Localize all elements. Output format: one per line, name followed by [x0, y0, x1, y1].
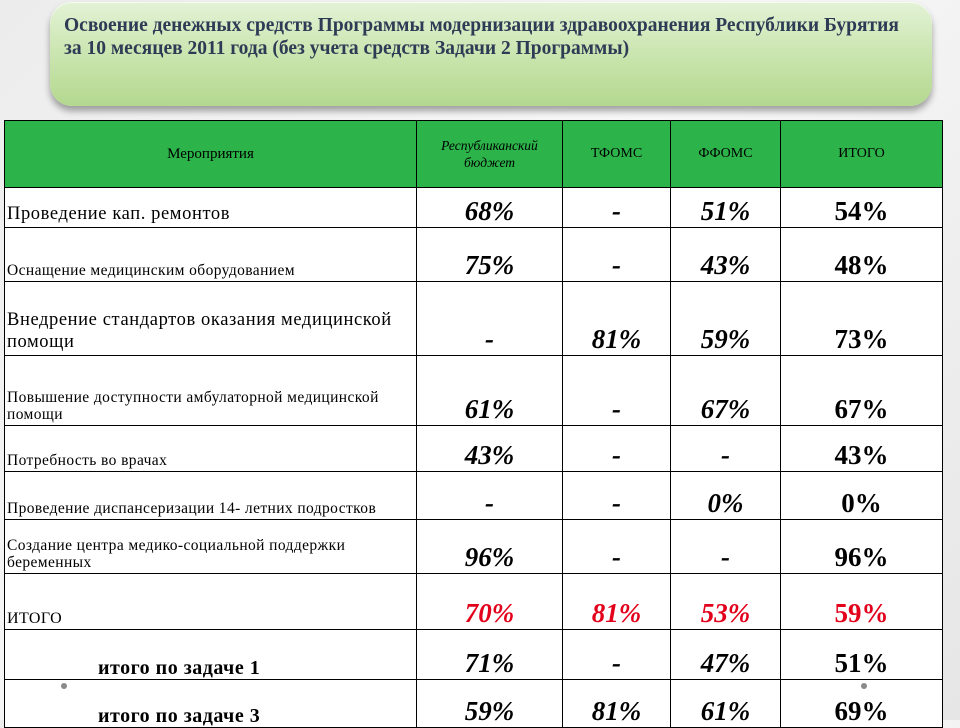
table-row — [5, 356, 943, 426]
cell-ffoms: 43% — [671, 228, 781, 282]
row-label: Потребность во врачах — [5, 426, 417, 472]
cell-ffoms: 51% — [671, 188, 781, 228]
subtotal-label: итого по задаче 3 — [5, 680, 417, 728]
subtotal-row — [5, 680, 943, 728]
cell-ffoms: 0% — [671, 472, 781, 520]
slide-title: Освоение денежных средств Программы модернизации здравоохранения Республики Бурятия за 10 месяцев 2011 года (без учета средств Задачи 2 Программы) — [50, 2, 932, 106]
total-total: 59% — [781, 574, 943, 630]
row-label: Оснащение медицинским оборудованием — [5, 228, 417, 282]
cell-total: 48% — [781, 228, 943, 282]
cell-total: 54% — [781, 188, 943, 228]
table-row — [5, 426, 943, 472]
cell-total: 0% — [781, 472, 943, 520]
total-ffoms: 53% — [671, 574, 781, 630]
cell-republic-budget: 61% — [417, 356, 563, 426]
cell-republic-budget: 43% — [417, 426, 563, 472]
table-row — [5, 472, 943, 520]
column-header-total: ИТОГО — [781, 121, 943, 188]
column-header-ffoms: ФФОМС — [671, 121, 781, 188]
subtotal-row — [5, 630, 943, 680]
cell-total: 96% — [781, 520, 943, 574]
row-label: Проведение диспансеризации 14- летних подростков — [5, 472, 417, 520]
total-republic-budget: 70% — [417, 574, 563, 630]
table-row — [5, 520, 943, 574]
cell-republic-budget: - — [417, 282, 563, 356]
row-label: Внедрение стандартов оказания медицинской помощи — [5, 282, 417, 356]
cell-total: 43% — [781, 426, 943, 472]
row-label: Создание центра медико-социальной поддержки беременных — [5, 520, 417, 574]
subtotal-tfoms: - — [563, 630, 671, 680]
row-label: Повышение доступности амбулаторной медицинской помощи — [5, 356, 417, 426]
cell-republic-budget: 68% — [417, 188, 563, 228]
subtotal-tfoms: 81% — [563, 680, 671, 728]
cell-total: 73% — [781, 282, 943, 356]
table-row — [5, 228, 943, 282]
cell-ffoms: 59% — [671, 282, 781, 356]
cell-tfoms: - — [563, 356, 671, 426]
column-header-tfoms: ТФОМС — [563, 121, 671, 188]
subtotal-ffoms: 61% — [671, 680, 781, 728]
row-label: Проведение кап. ремонтов — [5, 188, 417, 228]
total-tfoms: 81% — [563, 574, 671, 630]
cell-tfoms: 81% — [563, 282, 671, 356]
subtotal-republic-budget: 59% — [417, 680, 563, 728]
cell-ffoms: - — [671, 426, 781, 472]
funds-table — [4, 120, 943, 728]
cell-tfoms: - — [563, 228, 671, 282]
decorative-dot — [61, 683, 67, 689]
decorative-dot — [861, 683, 867, 689]
table-header-row — [5, 121, 943, 188]
cell-tfoms: - — [563, 188, 671, 228]
table-row — [5, 188, 943, 228]
cell-republic-budget: - — [417, 472, 563, 520]
cell-republic-budget: 75% — [417, 228, 563, 282]
column-header-activities: Мероприятия — [5, 121, 417, 188]
cell-ffoms: 67% — [671, 356, 781, 426]
total-label: ИТОГО — [5, 574, 417, 630]
column-header-republic-budget: Республиканский бюджет — [417, 121, 563, 188]
subtotal-ffoms: 47% — [671, 630, 781, 680]
cell-total: 67% — [781, 356, 943, 426]
cell-tfoms: - — [563, 426, 671, 472]
cell-tfoms: - — [563, 472, 671, 520]
subtotal-republic-budget: 71% — [417, 630, 563, 680]
subtotal-total: 69% — [781, 680, 943, 728]
table-row — [5, 282, 943, 356]
subtotal-label: итого по задаче 1 — [5, 630, 417, 680]
subtotal-total: 51% — [781, 630, 943, 680]
cell-republic-budget: 96% — [417, 520, 563, 574]
cell-tfoms: - — [563, 520, 671, 574]
cell-ffoms: - — [671, 520, 781, 574]
total-row — [5, 574, 943, 630]
